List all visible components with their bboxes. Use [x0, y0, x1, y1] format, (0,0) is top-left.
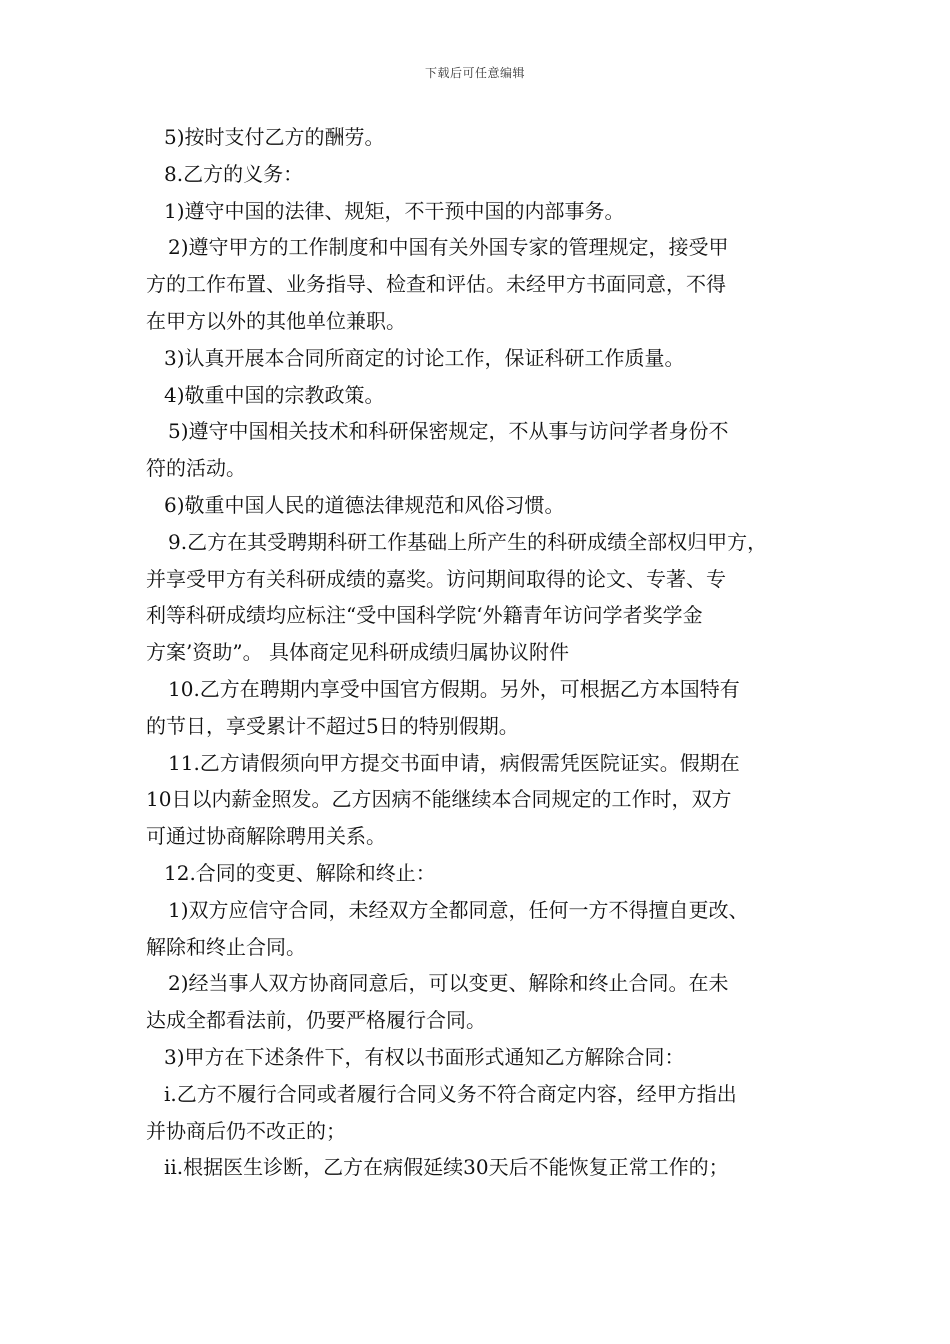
paragraph-line: 10.乙方在聘期内享受中国官方假期。另外，可根据乙方本国特有 [168, 676, 740, 701]
paragraph-line: 解除和终止合同。 [146, 934, 306, 959]
paragraph-line: 2)遵守甲方的工作制度和中国有关外国专家的管理规定，接受甲 [168, 235, 729, 260]
paragraph-line: 11.乙方请假须向甲方提交书面申请，病假需凭医院证实。假期在 [168, 750, 740, 775]
paragraph-line: 5)遵守中国相关技术和科研保密规定，不从事与访问学者身份不 [168, 419, 729, 444]
section-heading: 8.乙方的义务： [164, 161, 304, 186]
page-header: 下载后可任意编辑 [424, 66, 525, 80]
paragraph-line: 并享受甲方有关科研成绩的嘉奖。访问期间取得的论文、专著、专 [146, 566, 726, 591]
paragraph-line: ii.根据医生诊断，乙方在病假延续30天后不能恢复正常工作的； [164, 1155, 729, 1180]
document-body [146, 119, 816, 1186]
paragraph-line: 2)经当事人双方协商同意后，可以变更、解除和终止合同。在未 [168, 971, 729, 996]
paragraph-line: 1)遵守中国的法律、规矩，不干预中国的内部事务。 [164, 198, 625, 223]
paragraph-line: 方的工作布置、业务指导、检查和评估。未经甲方书面同意，不得 [146, 272, 726, 297]
paragraph-line: 符的活动。 [146, 456, 246, 481]
paragraph-line: 1)双方应信守合同，未经双方全都同意，任何一方不得擅自更改、 [168, 897, 749, 922]
paragraph-line: 达成全都看法前，仍要严格履行合同。 [146, 1008, 486, 1033]
paragraph-line: 的节日，享受累计不超过5日的特别假期。 [146, 713, 519, 738]
paragraph-line: 方案’资助”。 具体商定见科研成绩归属协议附件 [146, 640, 569, 665]
paragraph-line: 在甲方以外的其他单位兼职。 [146, 308, 406, 333]
paragraph-line: 3)甲方在下述条件下，有权以书面形式通知乙方解除合同： [164, 1044, 685, 1069]
paragraph-line: 并协商后仍不改正的； [146, 1118, 346, 1143]
paragraph-line: 6)敬重中国人民的道德法律规范和风俗习惯。 [164, 492, 565, 517]
paragraph-line: 10日以内薪金照发。乙方因病不能继续本合同规定的工作时，双方 [146, 787, 732, 812]
paragraph-line: 4)敬重中国的宗教政策。 [164, 382, 385, 407]
paragraph-line: i.乙方不履行合同或者履行合同义务不符合商定内容，经甲方指出 [164, 1081, 737, 1106]
section-heading: 12.合同的变更、解除和终止： [164, 860, 436, 885]
paragraph-line: 可通过协商解除聘用关系。 [146, 824, 386, 849]
paragraph-line: 5)按时支付乙方的酬劳。 [164, 125, 385, 149]
paragraph-line: 3)认真开展本合同所商定的讨论工作，保证科研工作质量。 [164, 345, 685, 370]
paragraph-line: 9.乙方在其受聘期科研工作基础上所产生的科研成绩全部权归甲方， [168, 529, 768, 554]
paragraph-line: 利等科研成绩均应标注“受中国科学院‘外籍青年访问学者奖学金 [146, 603, 703, 628]
